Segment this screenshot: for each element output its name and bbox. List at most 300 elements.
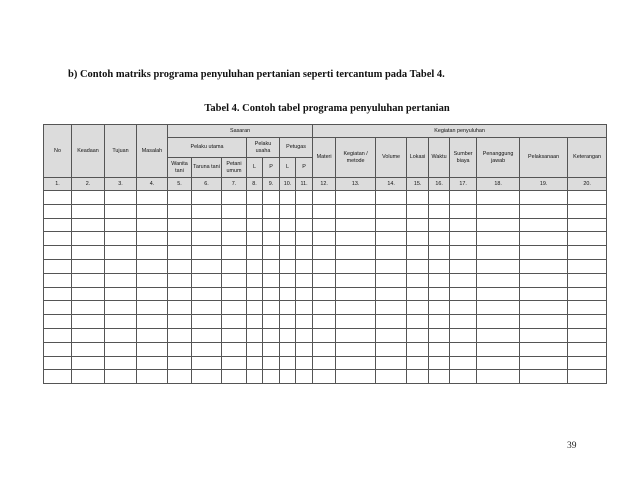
table-cell [477,287,520,301]
table-cell [168,246,192,260]
table-cell [105,232,137,246]
table-cell [72,259,105,273]
table-row [44,328,607,342]
table-cell [263,328,280,342]
table-cell [520,218,568,232]
table-cell [429,342,450,356]
table-cell [192,301,222,315]
table-cell [296,342,313,356]
table-cell [222,315,247,329]
header-volume: Volume [376,138,407,178]
table-cell [376,259,407,273]
table-cell [137,204,168,218]
table-cell [568,315,607,329]
table-cell [168,301,192,315]
table-cell [477,191,520,205]
table-cell [376,315,407,329]
table-cell [263,232,280,246]
table-cell [407,191,429,205]
table-cell [44,246,72,260]
table-cell [296,259,313,273]
table-cell [192,273,222,287]
table-cell [168,287,192,301]
page-number: 39 [567,441,577,451]
table-cell [450,204,477,218]
table-cell [280,342,296,356]
table-row [44,287,607,301]
table-cell [247,273,263,287]
table-cell [247,218,263,232]
table-cell [296,218,313,232]
column-number: 16. [429,178,450,191]
table-cell [407,204,429,218]
table-cell [336,328,376,342]
table-cell [429,218,450,232]
table-cell [407,232,429,246]
table-cell [568,232,607,246]
table-cell [44,273,72,287]
column-number: 18. [477,178,520,191]
table-cell [44,342,72,356]
table-cell [313,328,336,342]
table-cell [477,370,520,384]
table-cell [137,246,168,260]
column-number: 8. [247,178,263,191]
header-keterangan: Keterangan [568,138,607,178]
table-cell [520,315,568,329]
table-cell [105,301,137,315]
column-number: 2. [72,178,105,191]
column-number: 6. [192,178,222,191]
table-cell [247,315,263,329]
table-cell [450,232,477,246]
table-cell [376,342,407,356]
table-cell [568,287,607,301]
header-wanita-tani: Wanita tani [168,158,192,178]
table-cell [105,370,137,384]
table-cell [263,218,280,232]
table-cell [450,342,477,356]
table-cell [568,370,607,384]
table-cell [137,356,168,370]
table-cell [477,218,520,232]
table-cell [44,370,72,384]
table-row [44,259,607,273]
table-cell [296,356,313,370]
empty-rows [44,191,607,384]
table-cell [376,191,407,205]
table-cell [222,246,247,260]
program-matrix-table [43,124,607,384]
table-cell [407,301,429,315]
column-number: 15. [407,178,429,191]
table-cell [450,246,477,260]
column-number: 3. [105,178,137,191]
table-cell [105,246,137,260]
table-cell [222,356,247,370]
table-cell [222,342,247,356]
table-cell [72,328,105,342]
table-cell [44,301,72,315]
column-number: 13. [336,178,376,191]
header-waktu: Waktu [429,138,450,178]
table-cell [192,328,222,342]
table-cell [477,315,520,329]
header-tujuan: Tujuan [105,125,137,178]
table-cell [72,218,105,232]
table-cell [247,246,263,260]
table-cell [222,191,247,205]
table-row [44,218,607,232]
table-cell [222,328,247,342]
table-cell [336,356,376,370]
table-cell [168,218,192,232]
table-cell [168,328,192,342]
table-cell [477,273,520,287]
table-cell [137,301,168,315]
table-cell [477,259,520,273]
table-cell [313,287,336,301]
table-cell [336,218,376,232]
table-cell [336,232,376,246]
table-cell [376,204,407,218]
table-cell [450,301,477,315]
column-number: 7. [222,178,247,191]
table-cell [72,191,105,205]
table-cell [336,370,376,384]
table-cell [72,204,105,218]
table-cell [105,287,137,301]
table-cell [192,191,222,205]
table-cell [429,204,450,218]
table-row [44,273,607,287]
table-cell [296,246,313,260]
table-cell [336,301,376,315]
table-cell [280,273,296,287]
table-cell [477,301,520,315]
table-cell [105,273,137,287]
table-cell [72,246,105,260]
table-row [44,191,607,205]
table-cell [247,259,263,273]
table-cell [280,370,296,384]
table-cell [192,246,222,260]
table-cell [520,370,568,384]
table-cell [168,259,192,273]
table-cell [247,342,263,356]
header-kegiatan-metode: Kegiatan / metode [336,138,376,178]
table-cell [247,328,263,342]
table-cell [520,232,568,246]
section-heading: b) Contoh matriks programa penyuluhan pertanian seperti tercantum pada Tabel 4. [68,69,445,80]
table-cell [313,246,336,260]
table-cell [192,218,222,232]
table-cell [450,287,477,301]
header-petani-umum: Petani umum [222,158,247,178]
header-pelaku-usaha-p: P [263,158,280,178]
table-cell [263,342,280,356]
table-cell [296,301,313,315]
table-cell [137,191,168,205]
table-cell [280,218,296,232]
table-cell [247,301,263,315]
table-cell [192,370,222,384]
table-cell [280,356,296,370]
table-cell [192,204,222,218]
table-cell [296,315,313,329]
header-pelaku-usaha: Pelaku usaha [247,138,280,158]
table-cell [263,246,280,260]
table-cell [520,259,568,273]
table-cell [429,191,450,205]
table-cell [429,370,450,384]
table-cell [280,315,296,329]
table-cell [376,273,407,287]
table-cell [263,301,280,315]
table-cell [105,356,137,370]
table-cell [376,287,407,301]
table-cell [137,328,168,342]
table-cell [247,191,263,205]
table-cell [263,191,280,205]
table-cell [296,191,313,205]
table-cell [44,218,72,232]
table-cell [296,328,313,342]
table-cell [168,370,192,384]
table-cell [72,370,105,384]
table-cell [520,273,568,287]
table-cell [429,287,450,301]
table-row [44,246,607,260]
table-cell [222,287,247,301]
table-caption: Tabel 4. Contoh tabel programa penyuluhan pertanian [204,103,450,114]
table-cell [429,232,450,246]
table-cell [568,218,607,232]
table-cell [568,273,607,287]
table-cell [168,204,192,218]
table-cell [105,328,137,342]
table-cell [222,232,247,246]
table-cell [407,259,429,273]
header-lokasi: Lokasi [407,138,429,178]
table-cell [44,315,72,329]
table-cell [105,342,137,356]
table-cell [477,328,520,342]
table-cell [247,204,263,218]
table-cell [280,204,296,218]
header-taruna-tani: Taruna tani [192,158,222,178]
table-cell [336,287,376,301]
table-row [44,315,607,329]
table-cell [137,342,168,356]
table-cell [313,232,336,246]
table-cell [336,191,376,205]
table-cell [280,328,296,342]
table-cell [336,342,376,356]
table-cell [44,191,72,205]
table-cell [168,191,192,205]
column-number: 17. [450,178,477,191]
table-cell [168,315,192,329]
table-cell [407,246,429,260]
table-cell [429,356,450,370]
table-cell [247,356,263,370]
table-cell [429,315,450,329]
table-cell [192,315,222,329]
table-cell [313,342,336,356]
header-petugas-l: L [280,158,296,178]
table-cell [280,246,296,260]
table-cell [450,370,477,384]
table-cell [296,273,313,287]
table-cell [263,287,280,301]
column-number: 10. [280,178,296,191]
table-cell [520,356,568,370]
table-cell [520,287,568,301]
table-cell [192,259,222,273]
table-cell [376,328,407,342]
header-no: No [44,125,72,178]
table-cell [568,356,607,370]
header-petugas-p: P [296,158,313,178]
table-cell [44,287,72,301]
table-cell [168,232,192,246]
table-cell [336,259,376,273]
table-cell [450,191,477,205]
table-cell [72,287,105,301]
table-row [44,232,607,246]
table-row [44,342,607,356]
table-cell [192,232,222,246]
table-cell [222,204,247,218]
table-cell [168,356,192,370]
table-cell [336,315,376,329]
table-cell [568,259,607,273]
table-cell [429,301,450,315]
table-cell [263,356,280,370]
table-cell [376,356,407,370]
table-cell [336,246,376,260]
table-cell [72,273,105,287]
table-cell [477,232,520,246]
table-cell [313,370,336,384]
table-cell [313,315,336,329]
column-number-row [44,178,607,191]
header-pelaku-usaha-l: L [247,158,263,178]
table-row [44,204,607,218]
table-cell [450,315,477,329]
table-cell [72,356,105,370]
table-cell [222,370,247,384]
table-cell [192,287,222,301]
table-cell [137,232,168,246]
table-cell [280,287,296,301]
table-cell [137,287,168,301]
table-cell [247,370,263,384]
table-cell [105,204,137,218]
table-cell [280,191,296,205]
table-cell [263,315,280,329]
header-materi: Materi [313,138,336,178]
header-kegiatan-penyuluhan: Kegiatan penyuluhan [313,125,607,138]
table-cell [44,204,72,218]
table-cell [520,191,568,205]
table-cell [477,356,520,370]
table-cell [520,301,568,315]
table-cell [429,328,450,342]
table-cell [336,204,376,218]
table-cell [137,315,168,329]
table-cell [407,370,429,384]
table-cell [168,273,192,287]
table-cell [520,246,568,260]
header-penanggung-jawab: Penanggung jawab [477,138,520,178]
column-number: 19. [520,178,568,191]
table-cell [247,287,263,301]
table-cell [568,191,607,205]
table-cell [429,259,450,273]
table-cell [407,315,429,329]
table-cell [222,301,247,315]
table-cell [280,259,296,273]
table-cell [313,259,336,273]
table-cell [296,370,313,384]
table-cell [568,204,607,218]
table-cell [568,342,607,356]
table-cell [450,273,477,287]
table-cell [44,356,72,370]
table-cell [137,273,168,287]
table-cell [407,273,429,287]
table-cell [568,328,607,342]
table-row [44,301,607,315]
table-cell [450,259,477,273]
header-pelaku-utama: Pelaku utama [168,138,247,158]
table-cell [296,232,313,246]
table-cell [376,218,407,232]
header-sasaran: Sasaran [168,125,313,138]
table-cell [336,273,376,287]
table-cell [44,259,72,273]
table-cell [407,342,429,356]
table-cell [280,301,296,315]
table-row [44,370,607,384]
table-cell [313,191,336,205]
table-cell [263,204,280,218]
table-cell [568,301,607,315]
table-cell [222,273,247,287]
column-number: 11. [296,178,313,191]
table-cell [105,315,137,329]
table-cell [429,246,450,260]
table-cell [222,218,247,232]
column-number: 9. [263,178,280,191]
table-cell [44,328,72,342]
table-cell [296,287,313,301]
table-cell [168,342,192,356]
table-cell [192,342,222,356]
table-cell [44,232,72,246]
column-number: 1. [44,178,72,191]
table-cell [247,232,263,246]
header-keadaan: Keadaan [72,125,105,178]
column-number: 12. [313,178,336,191]
header-pelaksanaan: Pelaksanaan [520,138,568,178]
table-cell [376,301,407,315]
table-cell [407,356,429,370]
table-cell [296,204,313,218]
table-cell [72,315,105,329]
